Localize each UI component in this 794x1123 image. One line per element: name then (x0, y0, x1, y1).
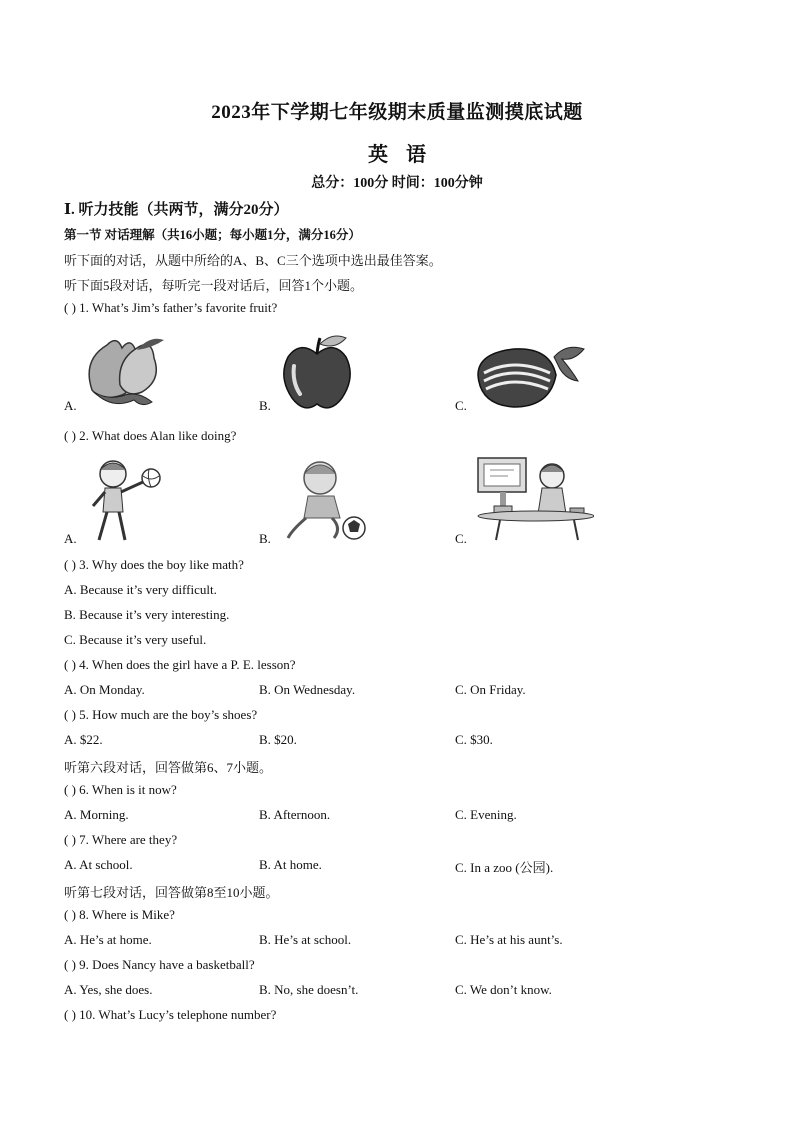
option-b: B. No, she doesn’t. (259, 982, 359, 997)
exam-info: 总分：100分 时间：100分钟 (311, 176, 483, 191)
part-heading: Ⅰ. 听力技能（共两节，满分20分） (64, 202, 289, 218)
question-stem: ( ) 3. Why does the boy like math? (64, 557, 244, 572)
option-a: A. Morning. (64, 807, 129, 822)
option-b: B. He’s at school. (259, 932, 352, 947)
question-stem: ( ) 5. How much are the boy’s shoes? (64, 707, 258, 722)
question-stem: ( ) 4. When does the girl have a P. E. lesson? (64, 657, 296, 672)
option-label: C. (455, 531, 467, 546)
option-a: A. At school. (64, 857, 133, 872)
computer-boy-image (474, 454, 594, 544)
instruction: 听下面5段对话，每听完一段对话后，回答1个小题。 (64, 278, 364, 293)
option-a: A. He’s at home. (64, 932, 152, 947)
option-c: C. Evening. (455, 807, 517, 822)
peach-image (82, 330, 172, 410)
option-c: C. $30. (455, 732, 493, 747)
option-b: B. On Wednesday. (259, 682, 356, 697)
section-heading: 第一节 对话理解（共16小题；每小题1分，满分16分） (64, 228, 361, 242)
option-b: B. $20. (259, 732, 297, 747)
option-label: B. (259, 531, 271, 546)
option-a: A. $22. (64, 732, 103, 747)
subject-title: 英语 (368, 144, 444, 166)
option-b: B. At home. (259, 857, 322, 872)
volleyball-boy-image (85, 456, 165, 546)
option-label: A. (64, 398, 77, 413)
option-b: B. Because it’s very interesting. (64, 607, 230, 622)
instruction: 听第六段对话，回答做第6、7小题。 (64, 760, 273, 775)
option-label: C. (455, 398, 467, 413)
option-c: C. On Friday. (455, 682, 526, 697)
question-stem: ( ) 7. Where are they? (64, 832, 178, 847)
option-a: A. Because it’s very difficult. (64, 582, 217, 597)
instruction: 听第七段对话，回答做第8至10小题。 (64, 885, 279, 900)
watermelon-image (474, 335, 589, 413)
question-stem: ( ) 9. Does Nancy have a basketball? (64, 957, 255, 972)
question-stem: ( ) 10. What’s Lucy’s telephone number? (64, 1007, 277, 1022)
page-title: 2023年下学期七年级期末质量监测摸底试题 (211, 102, 583, 123)
option-a: A. On Monday. (64, 682, 145, 697)
option-a: A. Yes, she does. (64, 982, 153, 997)
option-label: B. (259, 398, 271, 413)
option-c: C. Because it’s very useful. (64, 632, 207, 647)
apple-image (280, 332, 355, 412)
question-stem: ( ) 6. When is it now? (64, 782, 177, 797)
option-c: C. He’s at his aunt’s. (455, 932, 563, 947)
option-b: B. Afternoon. (259, 807, 331, 822)
instruction: 听下面的对话，从题中所给的A、B、C三个选项中选出最佳答案。 (64, 253, 442, 268)
question-stem: ( ) 2. What does Alan like doing? (64, 428, 237, 443)
question-stem: ( ) 1. What’s Jim’s father’s favorite fruit? (64, 300, 278, 315)
option-c: C. In a zoo (公园). (455, 860, 554, 875)
soccer-boy-image (282, 456, 367, 544)
option-c: C. We don’t know. (455, 982, 552, 997)
option-label: A. (64, 531, 77, 546)
question-stem: ( ) 8. Where is Mike? (64, 907, 175, 922)
